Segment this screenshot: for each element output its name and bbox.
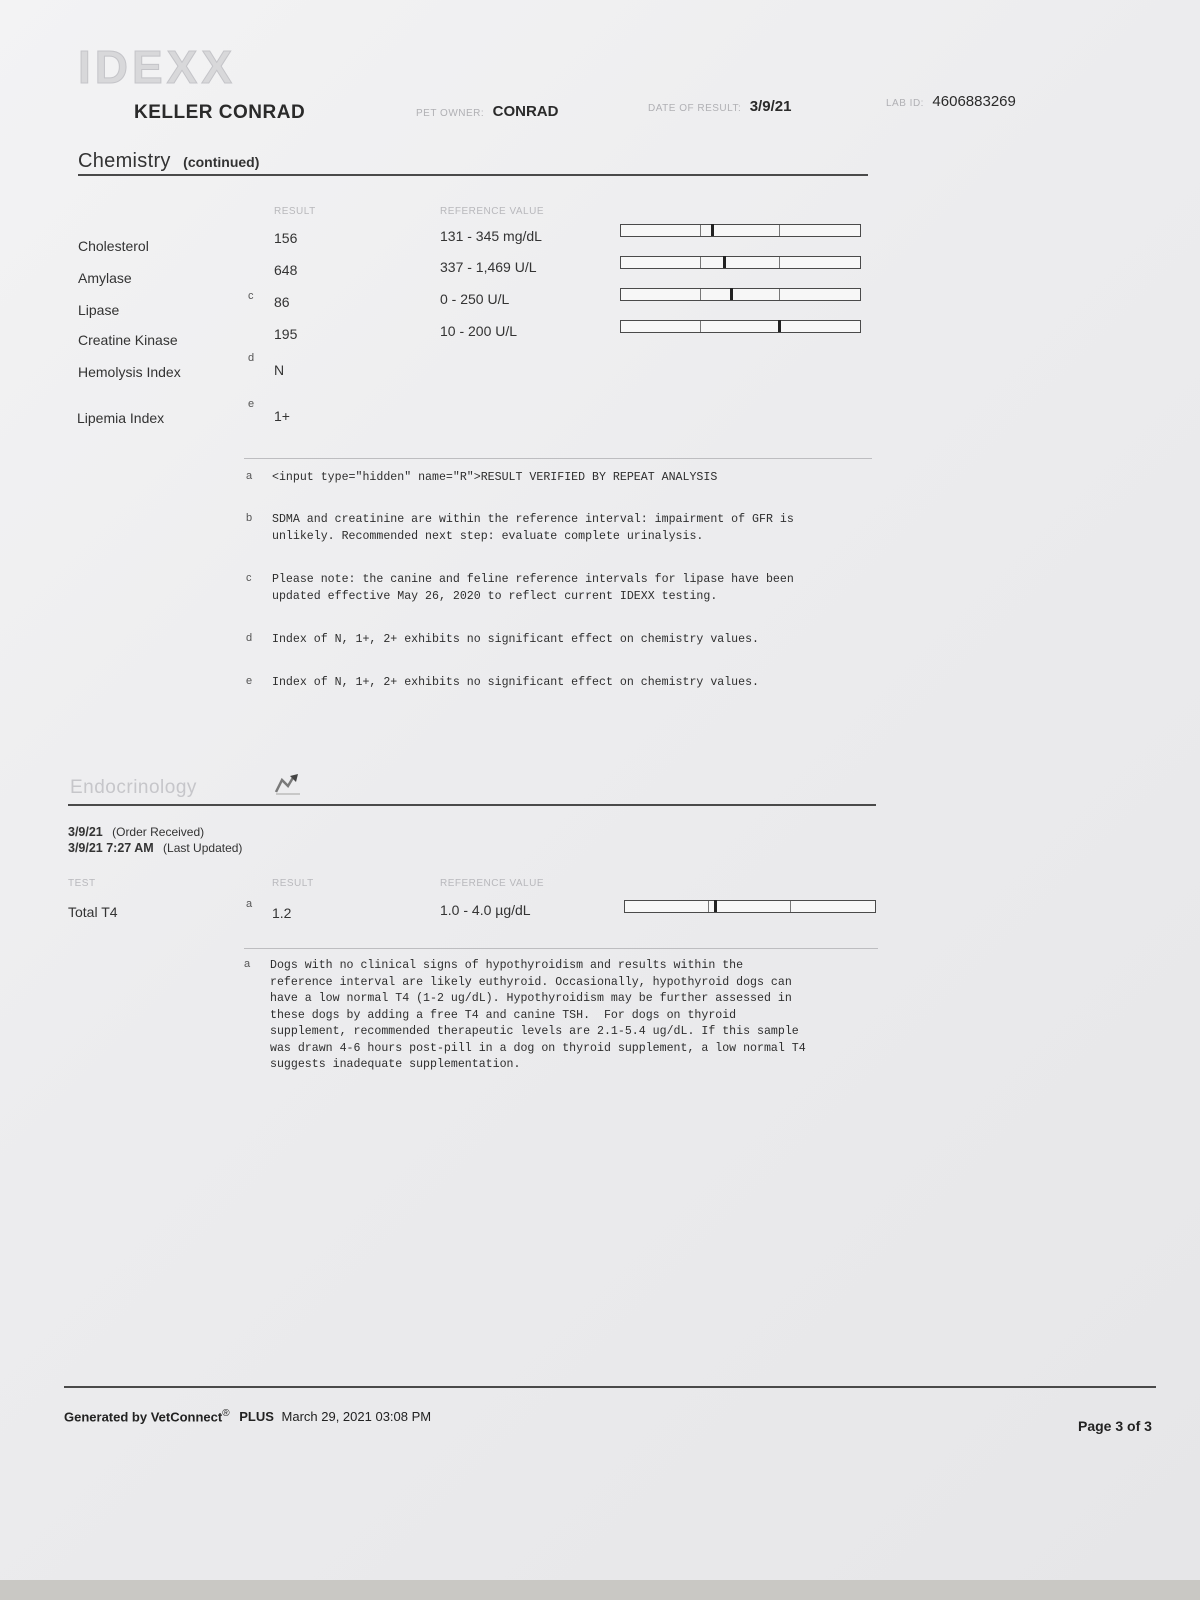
row-reference: 337 - 1,469 U/L [440,259,537,275]
idexx-logo: IDEXX [78,41,237,93]
note-text: Index of N, 1+, 2+ exhibits no significant effect on chemistry values. [272,676,760,689]
note-text: Index of N, 1+, 2+ exhibits no significant effect on chemistry values. [272,633,760,646]
date-value: 3/9/21 [749,98,792,115]
owner-field [416,103,558,121]
row-name: Hemolysis Index [78,364,181,380]
row-result: 1+ [274,408,290,424]
gauge-marker [711,224,714,236]
generated-plus: PLUS [239,1409,274,1425]
range-gauge [620,288,861,301]
row-result: N [274,362,285,378]
endocrinology-notes-rule [244,948,878,949]
generated-by [64,1408,431,1424]
row-name: Amylase [78,270,132,286]
gauge-tick [700,289,701,300]
gauge-tick [708,901,709,912]
row-result: 648 [274,262,298,278]
gauge-tick [700,321,701,332]
chemistry-notes-rule [244,458,872,459]
order-received-line [68,825,204,839]
page-number: Page 3 of 3 [1078,1418,1152,1434]
note-letter: c [246,572,252,584]
range-gauge [620,224,861,237]
gauge-tick [790,901,791,912]
row-result: 156 [274,230,298,246]
export-arrow-icon [274,772,302,796]
gauge-tick [779,225,780,236]
chemistry-rule [78,174,868,176]
endo-col-result: RESULT [272,878,314,889]
note-text: <input type="hidden" name="R">RESULT VERIFIED BY REPEAT ANALYSIS [272,471,718,484]
note-letter: a [244,958,251,970]
row-result: 1.2 [272,905,292,921]
gauge-tick [779,257,780,268]
row-result: 195 [274,326,298,342]
note-text: Dogs with no clinical signs of hypothyroidism and results within the reference interval are likely euthyroid. Occasionally, hypothyroid dogs can have a low normal T4 (1-2 ug/dL). Hypothyroidism may be further assessed in these dogs by adding a free T4 and canine TSH. For dogs on thyroid supplement, recommended therapeutic levels are 2.1-5.4 ug/dL. If this sample was drawn 4-6 hours post-pill in a dog on thyroid supplement, a low normal T4 suggests inadequate supplementation. [270,959,806,1071]
row-reference: 131 - 345 mg/dL [440,228,542,244]
row-flag: a [246,898,253,910]
owner-value: CONRAD [492,103,559,120]
patient-name: KELLER CONRAD [134,102,306,123]
endocrinology-title: Endocrinology [70,777,197,798]
range-gauge [620,256,861,269]
chem-col-result: RESULT [274,206,316,217]
endo-col-reference: REFERENCE VALUE [440,878,545,889]
row-flag: e [248,398,255,410]
last-updated-line [68,841,242,855]
gauge-marker [730,288,733,300]
gauge-marker [714,900,717,912]
registered-mark: ® [222,1408,230,1419]
updated-label: (Last Updated) [163,841,243,855]
chemistry-subtitle: (continued) [183,154,260,170]
chem-col-reference: REFERENCE VALUE [440,206,545,217]
row-reference: 0 - 250 U/L [440,291,510,307]
lab-id-value: 4606883269 [932,93,1016,110]
row-result: 86 [274,294,290,310]
note-text: Please note: the canine and feline reference intervals for lipase have been updated effective May 26, 2020 to reflect current IDEXX testing. [272,573,794,603]
gauge-tick [779,289,780,300]
note-letter: d [246,632,253,644]
lab-id-label: LAB ID: [886,98,924,109]
date-field [648,98,791,116]
order-date: 3/9/21 [68,825,103,839]
generated-prefix: Generated by VetConnect [64,1409,223,1425]
row-name: Lipemia Index [77,410,165,426]
date-label: DATE OF RESULT: [648,103,742,114]
background-surface [0,1580,1200,1600]
row-flag: d [248,352,255,364]
generated-timestamp: March 29, 2021 03:08 PM [281,1409,432,1425]
note-letter: e [246,675,253,687]
note-text: SDMA and creatinine are within the reference interval: impairment of GFR is unlikely. Recommended next step: evaluate complete urinalysis. [272,513,794,543]
row-flag: c [248,290,254,302]
footer-rule [64,1386,1156,1388]
row-reference: 10 - 200 U/L [440,323,518,339]
gauge-tick [700,257,701,268]
endocrinology-rule [68,804,876,806]
updated-date: 3/9/21 7:27 AM [68,841,154,855]
owner-label: PET OWNER: [416,108,485,119]
order-label: (Order Received) [112,825,205,839]
range-gauge [620,320,861,333]
gauge-marker [723,256,726,268]
lab-id-field [886,93,1016,111]
row-reference: 1.0 - 4.0 µg/dL [440,902,531,918]
chemistry-heading [78,150,259,173]
endo-col-test: TEST [68,878,96,889]
row-name: Total T4 [68,904,118,920]
gauge-tick [700,225,701,236]
note-letter: b [246,512,253,524]
row-name: Creatine Kinase [78,332,178,348]
row-name: Cholesterol [78,238,149,254]
chemistry-title: Chemistry [78,150,171,172]
note-letter: a [246,470,253,482]
gauge-marker [778,320,781,332]
range-gauge [624,900,876,913]
row-name: Lipase [78,302,120,318]
